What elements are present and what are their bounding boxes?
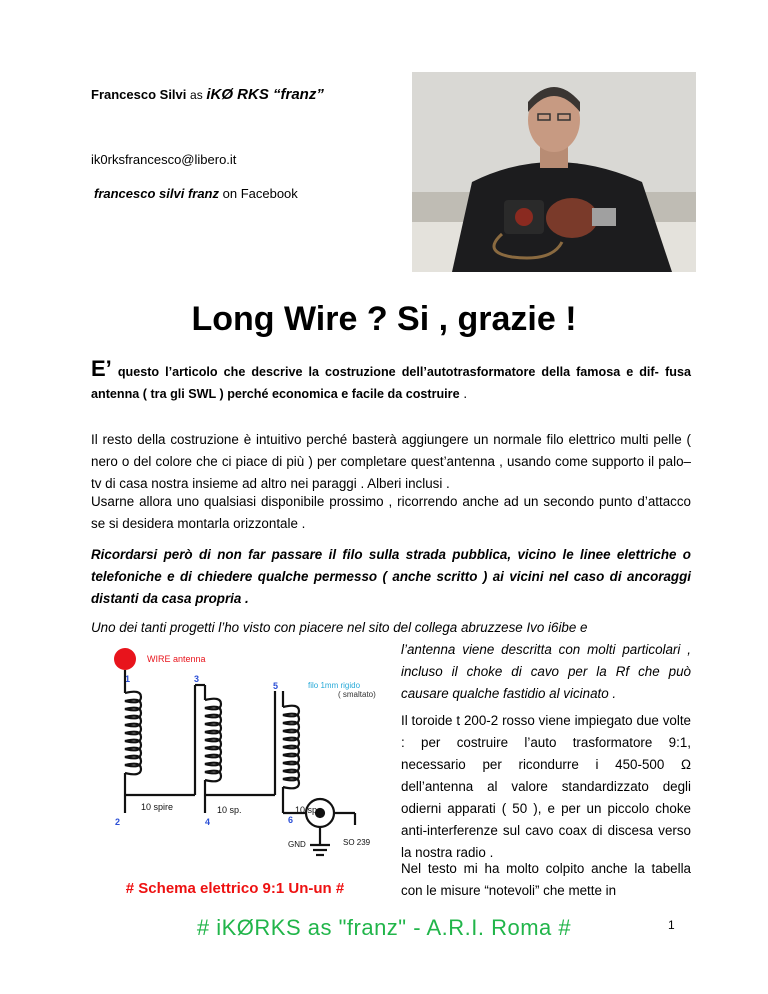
intro-paragraph (91, 358, 691, 405)
intro-end: . (459, 386, 468, 401)
paragraph-construction: Il resto della costruzione è intuitivo perché basterà aggiungere un normale filo elettrico multi pelle ( nero o del colore che ci piace di più ) per completare quest’antenna , usando come supporto il palo–tv di casa nostra insieme ad altro nei paraggi . Alberi inclusi . (91, 432, 691, 491)
facebook-suffix: on Facebook (222, 186, 298, 201)
author-name: Francesco Silvi (91, 87, 187, 102)
intro-text-b: fusa antenna ( tra gli SWL ) perché economica e facile da costruire (91, 365, 691, 401)
author-line (91, 86, 324, 103)
pin-3: 3 (194, 674, 200, 684)
page-number: 1 (668, 918, 675, 932)
pin-4: 4 (205, 817, 211, 827)
pin-2: 2 (115, 817, 121, 827)
facebook-line (94, 186, 298, 201)
drop-letter: E’ (91, 356, 112, 381)
facebook-name: francesco silvi franz (94, 186, 219, 201)
author-photo (412, 72, 696, 272)
pin-6: 6 (288, 815, 294, 825)
paragraph-source-line1: Uno dei tanti progetti l’ho visto con piacere nel sito del collega abruzzese Ivo i6ibe e (91, 620, 588, 635)
turns-label-2: 10 sp. (217, 805, 242, 815)
paragraph-warning: Ricordarsi però di non far passare il filo sulla strada pubblica, vicino le linee elettriche o telefoniche e di chiedere qualche permesso ( anche scritto ) ai vicini nel caso di ancoraggi distanti da casa propria . (91, 547, 691, 606)
paragraph-usage: Usarne allora uno qualsiasi disponibile prossimo , ricorrendo anche ad un secondo punto d’attacco se si desidera montarla orizzontale . (91, 494, 691, 531)
unun-schematic (105, 645, 395, 880)
article-title: Long Wire ? Si , grazie ! (191, 300, 577, 338)
page-footer: # iKØRKS as "franz" - A.R.I. Roma # (196, 915, 572, 940)
pin-5: 5 (273, 681, 279, 691)
paragraph-toroid: Il toroide t 200-2 rosso viene impiegato due volte : per costruire l’auto trasformatore 9:1, necessario per ricondurre i 450-500 Ω dell’antenna al valore standardizzato degli odierni apparati ( 50 ), e per un piccolo choke anti-interferenze sul cavo coax di discesa verso la nostra radio . (401, 713, 691, 860)
wire-note-1: filo 1mm rigido (308, 681, 361, 690)
antenna-terminal-icon (114, 648, 136, 670)
as-word: as (190, 88, 203, 102)
paragraph-source-rest: l’antenna viene descritta con molti particolari , incluso il choke di cavo per la Rf che può causare qualche fastidio al vicinato . (401, 642, 691, 701)
wire-antenna-label: WIRE antenna (147, 654, 206, 664)
turns-label-3: 10 sp. (295, 805, 320, 815)
pin-1: 1 (125, 674, 131, 684)
schematic-caption: # Schema elettrico 9:1 Un-un # (125, 880, 345, 897)
intro-text-a: questo l’articolo che descrive la costruzione dell’autotrasformatore della famosa e dif- (111, 365, 659, 379)
wire-note-2: ( smaltato) (338, 690, 376, 699)
email-address[interactable]: ik0rksfrancesco@libero.it (91, 152, 237, 167)
gnd-label: GND (288, 840, 306, 849)
paragraph-table: Nel testo mi ha molto colpito anche la tabella con le misure “notevoli” che mette in (401, 861, 691, 898)
connector-label: SO 239 (343, 838, 371, 847)
turns-label-1: 10 spire (141, 802, 174, 812)
callsign: iKØ RKS “franz” (206, 86, 324, 103)
